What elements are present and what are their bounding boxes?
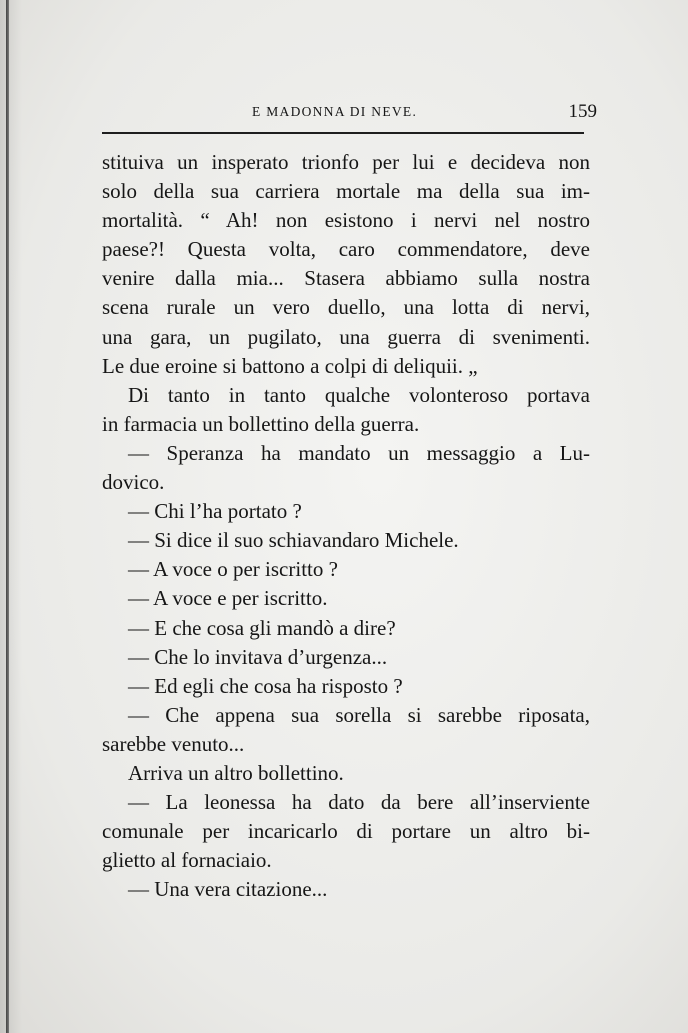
text-line: — Ed egli che cosa ha risposto ? [128, 673, 403, 698]
text-line: — Che lo invitava d’urgenza... [128, 644, 388, 669]
text-line: solo della sua carriera mortale ma della sua im- [102, 179, 590, 204]
text-line: glietto al fornaciaio. [102, 848, 272, 873]
text-line: — Si dice il suo schiavandaro Michele. [128, 528, 459, 553]
text-line: — Chi l’ha portato ? [128, 499, 302, 524]
text-line: comunale per incaricarlo di portare un altro bi- [102, 819, 590, 844]
text-line: scena rurale un vero duello, una lotta di nervi, [102, 295, 590, 320]
text-line: mortalità. “ Ah! non esistono i nervi nel nostro [102, 208, 590, 233]
text-line: — Che appena sua sorella si sarebbe riposata, [128, 702, 590, 727]
running-head: E MADONNA DI NEVE. [252, 104, 418, 119]
page-number: 159 [568, 101, 597, 122]
text-line: — La leonessa ha dato da bere all’inserviente [128, 790, 590, 815]
binding-shadow [0, 0, 22, 1033]
text-line: — E che cosa gli mandò a dire? [128, 615, 396, 640]
text-line: Di tanto in tanto qualche volonteroso portava [128, 382, 590, 407]
text-line: Arriva un altro bollettino. [128, 760, 344, 785]
header-rule [102, 132, 584, 134]
text-line: in farmacia un bollettino della guerra. [102, 411, 420, 436]
body-text [102, 148, 590, 904]
text-line: sarebbe venuto... [102, 731, 245, 756]
text-line: — Una vera citazione... [128, 877, 328, 902]
page-header [102, 101, 597, 128]
text-line: venire dalla mia... Stasera abbiamo sulla nostra [102, 266, 590, 291]
text-line: stituiva un insperato trionfo per lui e decideva non [102, 150, 590, 174]
text-line: — A voce e per iscritto. [128, 586, 328, 611]
text-line: — A voce o per iscritto ? [128, 557, 338, 582]
text-line: paese?! Questa volta, caro commendatore, deve [102, 237, 590, 262]
text-line: — Speranza ha mandato un messaggio a Lu- [128, 440, 590, 465]
text-line: una gara, un pugilato, una guerra di svenimenti. [102, 324, 590, 349]
binding-edge-line [6, 0, 9, 1033]
text-line: dovico. [102, 470, 165, 495]
text-line: Le due eroine si battono a colpi di deliquii. „ [102, 353, 478, 378]
